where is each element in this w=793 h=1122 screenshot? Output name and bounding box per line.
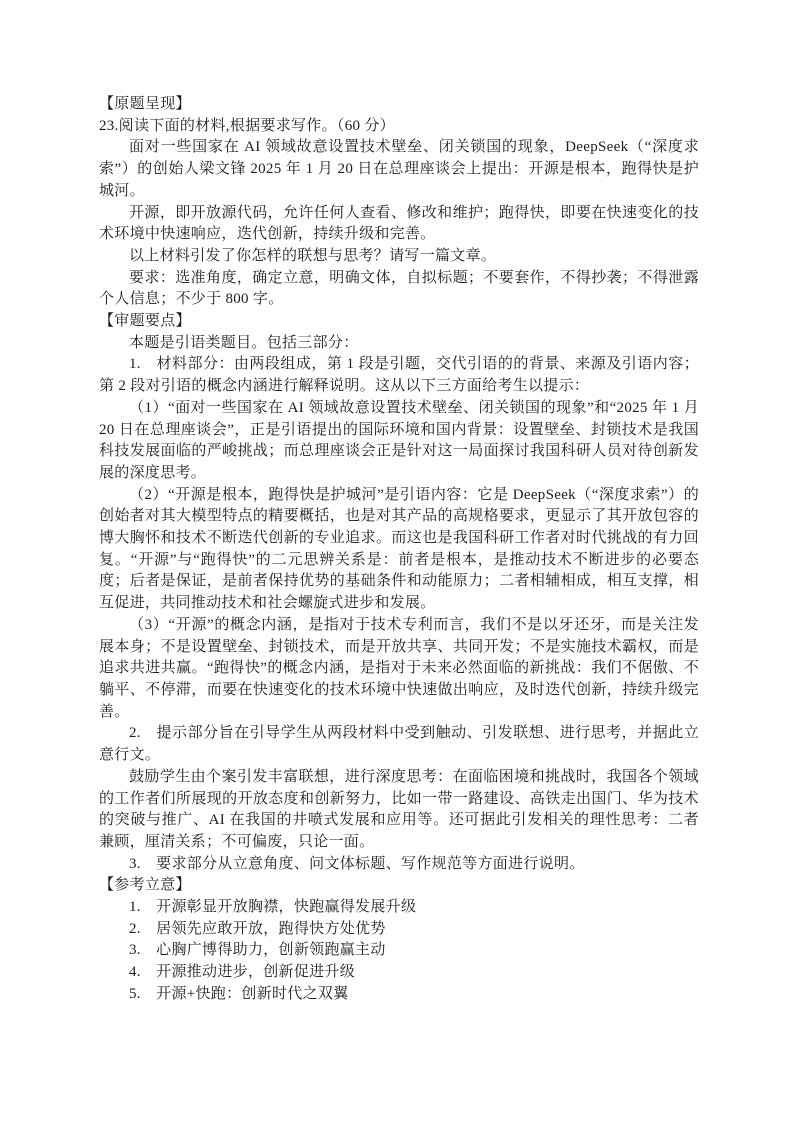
analysis-point-1-sub-3: （3）“开源”的概念内涵，是指对于技术专利而言，我们不是以牙还牙，而是关注发展本身；不是设置壁垒、封锁技术，而是开放共享、共同开发；不是实施技术霸权，而是追求共进共赢。“跑得快”的概念内涵，是指对于未来必然面临的新挑战：我们不倨傲、不躺平、不停滞，而要在快速变化的技术环境中快速做出响应，及时迭代创新，持续升级完善。 (99, 616, 699, 720)
analysis-point-2: 2. 提示部分旨在引导学生从两段材料中受到触动、引发联想、进行思考，并据此立意行文。 (99, 725, 699, 764)
material-paragraph-2: 开源，即开放源代码，允许任何人查看、修改和维护；跑得快，即要在快速变化的技术环境中快速响应，迭代创新，持续升级和完善。 (99, 204, 699, 243)
section-heading-analysis-points: 【审题要点】 (99, 313, 191, 330)
reference-idea-4: 4. 开源推动进步，创新促进升级 (129, 964, 356, 981)
analysis-point-2-elaboration: 鼓励学生由个案引发丰富联想，进行深度思考：在面临困境和挑战时，我国各个领域的工作者们所展现的开放态度和创新努力，比如一带一路建设、高铁走出国门、华为技术的突破与推广、AI 在我国的井喷式发展和应用等。还可据此引发相关的理性思考：二者兼顾，厘清关系；不可偏废，只论一面。 (99, 768, 699, 850)
analysis-point-1-sub-2: （2）“开源是根本，跑得快是护城河”是引语内容：它是 DeepSeek（“深度求索”）的创始者对其大模型特点的精要概括，也是对其产品的高规格要求，更显示了其开放包容的博大胸怀和技术不断迭代创新的专业追求。而这也是我国科研工作者对时代挑战的有力回复。“开源”与“跑得快”的二元思辨关系是：前者是根本，是推动技术不断进步的必要态度；后者是保证，是前者保持优势的基础条件和动能原力；二者相辅相成，相互支撑，相互促进，共同推动技术和社会螺旋式进步和发展。 (99, 486, 699, 612)
section-heading-original-question: 【原题呈现】 (99, 96, 191, 112)
analysis-point-1-sub-1: （1）“面对一些国家在 AI 领域故意设置技术壁垒、闭关锁国的现象”和“2025 年 1 月 20 日在总理座谈会”，正是引语提出的国际环境和国内背景：设置壁垒、封锁技术是我国科技发展面临的严峻挑战；而总理座谈会正是针对这一局面探讨我国科研人员对待创新发展的深度思考。 (99, 399, 699, 481)
material-paragraph-1: 面对一些国家在 AI 领域故意设置技术壁垒、闭关锁国的现象，DeepSeek（“深度求索”）的创始人梁文锋 2025 年 1 月 20 日在总理座谈会上提出：开源是根本，跑得快是护城河。 (99, 139, 699, 199)
reference-idea-5: 5. 开源+快跑：创新时代之双翼 (129, 985, 349, 1002)
section-heading-reference-ideas: 【参考立意】 (99, 877, 191, 894)
reference-idea-1: 1. 开源彰显开放胸襟，快跑赢得发展升级 (129, 899, 417, 916)
document-body (99, 94, 699, 1006)
question-number-line: 23.阅读下面的材料,根据要求写作。（60 分） (99, 117, 395, 134)
analysis-point-3: 3. 要求部分从立意角度、问文体标题、写作规范等方面进行说明。 (129, 855, 585, 872)
reference-idea-3: 3. 心胸广博得助力，创新领跑赢主动 (129, 942, 386, 959)
analysis-point-1: 1. 材料部分：由两段组成，第 1 段是引题，交代引语的的背景、来源及引语内容；第 2 段对引语的概念内涵进行解释说明。这从以下三方面给考生以提示： (99, 356, 699, 395)
reference-idea-2: 2. 居领先应敢开放，跑得快方处优势 (129, 920, 386, 937)
analysis-intro-line: 本题是引语类题目。包括三部分： (129, 334, 359, 351)
requirements-paragraph: 要求：选准角度，确定立意，明确文体，自拟标题；不要套作，不得抄袭；不得泄露个人信息；不少于 800 字。 (99, 269, 699, 308)
prompt-question-line: 以上材料引发了你怎样的联想与思考？请写一篇文章。 (129, 247, 497, 264)
